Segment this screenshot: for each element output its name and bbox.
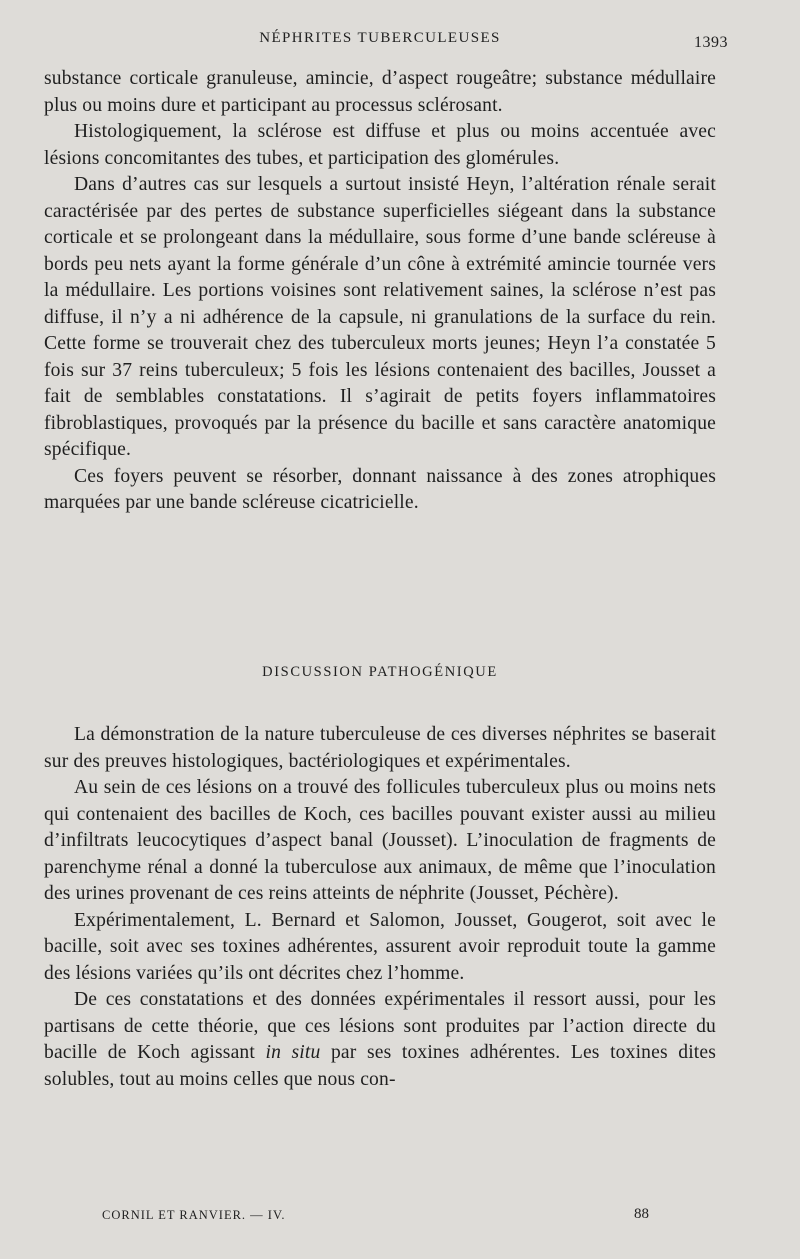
italic-term: in situ — [265, 1042, 321, 1063]
body-text-block-1 — [44, 66, 716, 517]
body-text-block-2 — [44, 722, 716, 1093]
paragraph: Dans d’autres cas sur lesquels a surtout insisté Heyn, l’altération rénale serait caractérisée par des pertes de substance superficielles siégeant dans la substance corticale et se prolongeant dans la médullaire, sous forme d’une bande scléreuse à bords peu nets ayant la forme générale d’un cône à extrémité amincie tournée vers la médullaire. Les portions voisines sont relativement saines, la sclérose n’est pas diffuse, il n’y a ni adhérence de la capsule, ni granulations de la surface du rein. Cette forme se trouverait chez des tuberculeux morts jeunes; Heyn l’a constatée 5 fois sur 37 reins tuberculeux; 5 fois les lésions contenaient des bacilles, Jousset a fait de semblables constatations. Il s’agirait de petits foyers inflammatoires fibroblastiques, provoqués par la présence du bacille et sans caractère anatomique spécifique. — [44, 174, 716, 460]
running-head: NÉPHRITES TUBERCULEUSES — [259, 30, 501, 46]
paragraph: Ces foyers peuvent se résorber, donnant naissance à des zones atrophiques marquées par une bande scléreuse cicatricielle. — [44, 465, 716, 513]
paragraph-text: De ces constatations et des données expérimentales il ressort aussi, pour les partisans de cette théorie, que ces lésions sont produites par l’action directe du bacille de Koch agissant — [44, 989, 716, 1063]
page-header — [44, 30, 728, 56]
paragraph: Expérimentalement, L. Bernard et Salomon, Jousset, Gougerot, soit avec le bacille, soit avec ses toxines adhérentes, assurent avoir reproduit toute la gamme des lésions variées qu’ils ont décrites chez l’homme. — [44, 909, 716, 984]
section-heading: DISCUSSION PATHOGÉNIQUE — [262, 664, 498, 680]
footer-signature: CORNIL ET RANVIER. — IV. — [102, 1208, 286, 1222]
paragraph: Au sein de ces lésions on a trouvé des follicules tuberculeux plus ou moins nets qui contenaient des bacilles de Koch, ces bacilles pouvant exister aussi au milieu d’infiltrats leucocytiques d’aspect banal (Jousset). L’inoculation de fragments de parenchyme rénal a donné la tuberculose aux animaux, de même que l’inoculation des urines provenant de ces reins atteints de néphrite (Jousset, Péchère). — [44, 777, 716, 904]
paragraph: substance corticale granuleuse, amincie, d’aspect rougeâtre; substance médullaire plus ou moins dure et participant au processus sclérosant. — [44, 68, 716, 116]
paragraph: La démonstration de la nature tuberculeuse de ces diverses néphrites se baserait sur des preuves histologiques, bactériologiques et expérimentales. — [44, 724, 716, 772]
page-number: 1393 — [694, 34, 728, 51]
paragraph: Histologiquement, la sclérose est diffuse et plus ou moins accentuée avec lésions concomitantes des tubes, et participation des glomérules. — [44, 121, 716, 169]
sheet-number: 88 — [634, 1206, 649, 1222]
paragraph-text: par ses toxines adhérentes. Les toxines dites solubles, tout au moins celles que nous con- — [44, 1042, 717, 1090]
page-footer — [44, 1208, 716, 1228]
paragraph — [44, 987, 716, 1093]
